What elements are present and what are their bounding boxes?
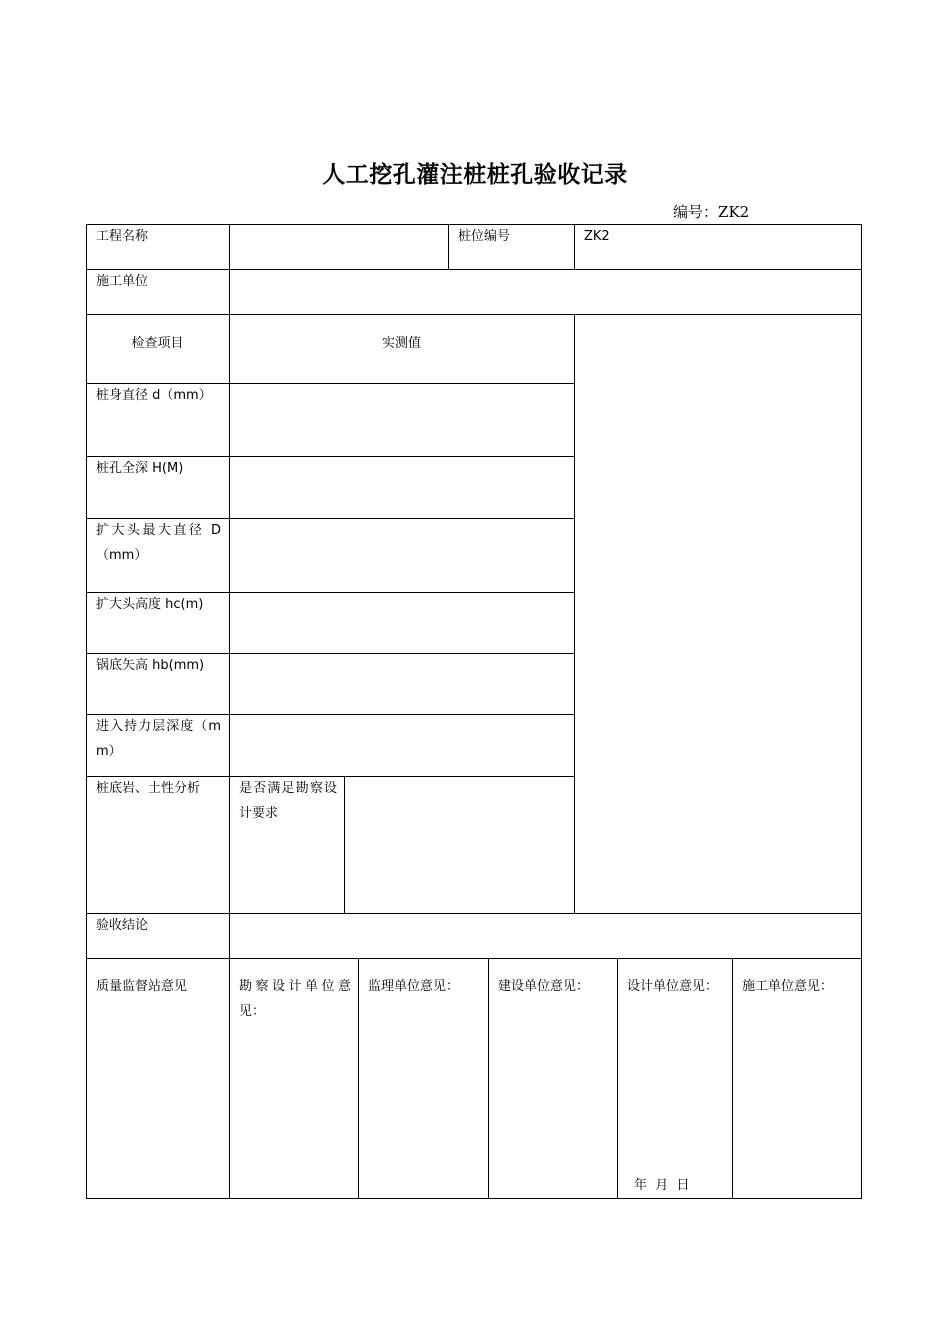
document-number-label: 编号： <box>673 203 719 221</box>
project-name-field[interactable] <box>240 224 440 268</box>
document-number <box>673 201 749 222</box>
form-line <box>617 958 618 1198</box>
form-line <box>86 1198 862 1199</box>
form-line <box>86 314 862 315</box>
inspection-item-header: 检查项目 <box>131 336 184 351</box>
form-line <box>861 224 862 1199</box>
value-bearing-depth[interactable] <box>240 714 565 775</box>
form-line <box>448 224 449 269</box>
acceptance-conclusion-label: 验收结论 <box>96 918 149 933</box>
date-label: 年 月 日 <box>634 1178 690 1193</box>
document-number-value: ZK2 <box>718 203 750 221</box>
pile-no-label: 桩位编号 <box>458 229 511 244</box>
item-bell-height: 扩大头高度 hc(m) <box>96 597 204 612</box>
value-bell-height[interactable] <box>240 592 565 652</box>
item-bottom-sag: 锅底矢高 hb(mm) <box>96 658 205 673</box>
value-bell-diameter[interactable] <box>240 518 565 591</box>
form-line <box>488 958 489 1198</box>
form-line <box>86 958 862 959</box>
value-bottom-sag[interactable] <box>240 653 565 713</box>
item-bearing-depth: 进入持力层深度（mm） <box>96 719 221 759</box>
quality-supervision-opinion: 质量监督站意见 <box>96 979 188 994</box>
value-pile-diameter[interactable] <box>240 383 565 455</box>
contractor-field[interactable] <box>240 269 850 313</box>
form-line <box>344 776 345 913</box>
form-line <box>732 958 733 1198</box>
survey-requirement-label: 是否满足勘察设计要求 <box>239 781 337 821</box>
contractor-opinion: 施工单位意见： <box>742 979 834 994</box>
item-hole-depth: 桩孔全深 H(M) <box>96 461 184 476</box>
form-line <box>86 224 87 1199</box>
project-name-label: 工程名称 <box>96 229 149 244</box>
form-line <box>358 958 359 1198</box>
form-line <box>574 314 575 913</box>
supervision-unit-opinion: 监理单位意见： <box>368 979 460 994</box>
pile-no-value[interactable]: ZK2 <box>584 229 610 244</box>
form-line <box>229 224 230 1199</box>
page-title: 人工挖孔灌注桩桩孔验收记录 <box>322 162 628 188</box>
item-pile-diameter: 桩身直径 d（mm） <box>96 388 212 403</box>
inspection-form <box>86 224 862 1199</box>
design-unit-opinion: 设计单位意见： <box>627 979 719 994</box>
contractor-label: 施工单位 <box>96 274 149 289</box>
form-line <box>86 913 862 914</box>
item-bell-diameter: 扩大头最大直径 D（mm） <box>96 523 221 563</box>
rock-soil-analysis-label: 桩底岩、土性分析 <box>96 781 201 796</box>
survey-design-opinion: 勘察设计单位意见： <box>239 979 351 1019</box>
measured-value-header: 实测值 <box>381 336 421 351</box>
value-hole-depth[interactable] <box>240 456 565 517</box>
construction-owner-opinion: 建设单位意见： <box>498 979 590 994</box>
form-line <box>574 224 575 269</box>
